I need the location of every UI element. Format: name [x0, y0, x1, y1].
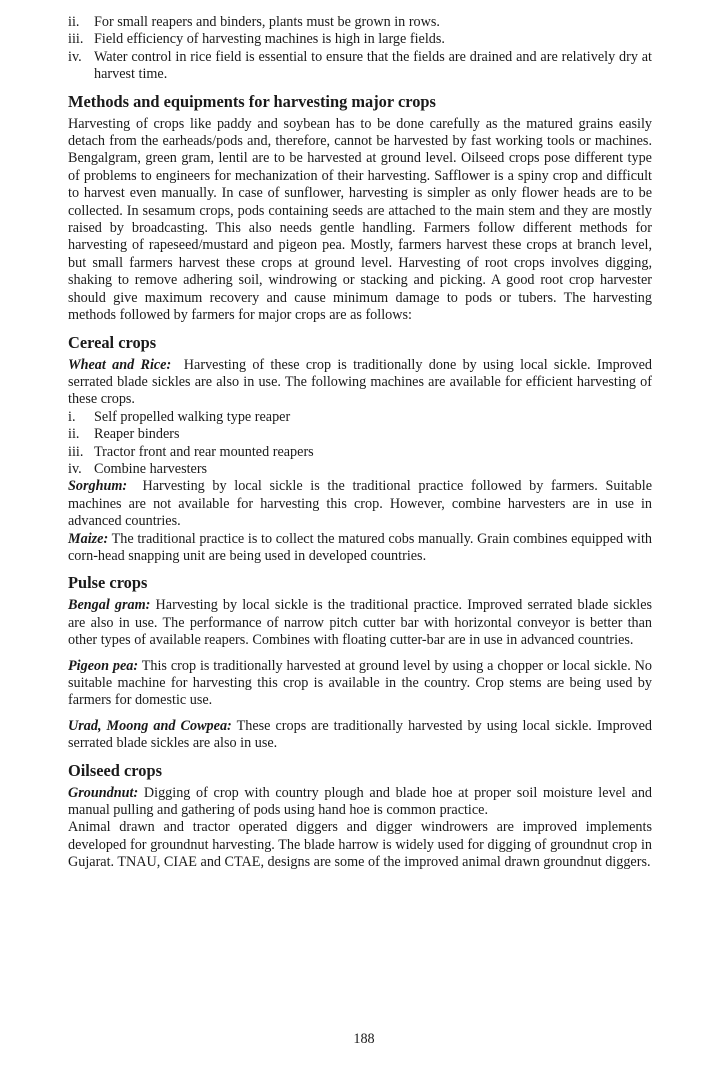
wheat-paragraph	[68, 357, 652, 409]
list-text: For small reapers and binders, plants must be grown in rows.	[94, 14, 440, 30]
cereal-section	[68, 333, 652, 566]
groundnut-paragraph	[68, 785, 652, 820]
groundnut-text: Digging of crop with country plough and blade hoe at proper soil moisture level and manual pulling and gathering of pods using hand hoe is common practice.	[68, 784, 653, 819]
wheat-lead: Wheat and Rice:	[68, 356, 172, 373]
oilseed-section	[68, 761, 652, 872]
list-item	[68, 14, 652, 31]
methods-paragraph: Harvesting of crops like paddy and soybean has to be done carefully as the matured grains easily detach from the earheads/pods and, therefore, cannot be harvested by fast working tools or machines. Bengalgram, green gram, lentil are to be harvested at ground level. Oilseed crops pose different type of problems to engineers for mechanization of their harvesting. Safflower is a spiny crop and difficult to harvest even manually. In case of sunflower, harvesting is simpler as only flower heads are to be collected. In sesamum crops, pods containing seeds are attached to the main stem and they are mostly raised by broadcasting. This also needs gentle handling. Farmers follow different methods for harvesting of rapeseed/mustard and pigeon pea. Mostly, farmers harvest these crops at branch level, but small farmers harvest these crops at ground level. Harvesting of root crops involves digging, shaking to remove adhering soil, windrowing or stacking and picking. A good root crop harvester should give maximum recovery and cause minimum damage to pods or tubers. The harvesting methods followed by farmers for major crops are as follows:	[68, 115, 652, 324]
list-number: i.	[68, 408, 76, 425]
bengal-lead: Bengal gram:	[68, 597, 151, 614]
list-number: iv.	[68, 48, 82, 65]
urad-paragraph	[68, 718, 652, 753]
list-number: ii.	[68, 14, 80, 30]
pigeon-text: This crop is traditionally harvested at ground level by using a chopper or local sickle. No suitable machine for harvesting this crop is available in the country. Crop stems are being used by farmers for domestic use.	[68, 657, 652, 709]
list-item	[68, 426, 652, 443]
list-text: Self propelled walking type reaper	[94, 408, 291, 425]
maize-paragraph	[68, 531, 652, 566]
pigeon-paragraph	[68, 658, 652, 710]
list-number: iii.	[68, 31, 84, 48]
page-number: 188	[353, 1031, 375, 1047]
list-item	[68, 461, 652, 478]
list-text: Reaper binders	[94, 426, 180, 443]
maize-text: The traditional practice is to collect the matured cobs manually. Grain combines equipped with corn-head snapping unit are being used in developed countries.	[68, 530, 652, 564]
sorghum-paragraph	[68, 478, 652, 530]
pulse-section	[68, 573, 652, 752]
list-number: ii.	[68, 426, 80, 443]
methods-heading: Methods and equipments for harvesting major crops	[68, 91, 436, 111]
list-number: iii.	[68, 443, 84, 460]
cereal-heading: Cereal crops	[68, 332, 157, 352]
sorghum-text: Harvesting by local sickle is the traditional practice followed by farmers. Suitable machines are not available for harvesting this crop. However, combine harvesters are in use in advanced countries.	[68, 478, 653, 530]
list-text: Water control in rice field is essential to ensure that the fields are drained and are relatively dry at harvest time.	[94, 48, 652, 83]
sorghum-lead: Sorghum:	[68, 478, 128, 495]
urad-text: These crops are traditionally harvested by using local sickle. Improved serrated blade sickles are also in use.	[68, 717, 652, 752]
methods-section	[68, 92, 652, 325]
page-content	[68, 14, 652, 880]
wheat-text: Harvesting of these crop is traditionally done by using local sickle. Improved serrated blade sickles are also in use. The following machines are available for efficient harvesting of these crops.	[68, 356, 653, 408]
list-number: iv.	[68, 460, 82, 477]
spacer	[68, 710, 652, 718]
spacer	[68, 650, 652, 658]
list-item	[68, 444, 652, 461]
animal-paragraph: Animal drawn and tractor operated diggers and digger windrowers are improved implements developed for groundnut harvesting. The blade harrow is widely used for digging of groundnut crop in Gujarat. TNAU, CIAE and CTAE, designs are some of the improved animal drawn groundnut diggers.	[68, 819, 652, 871]
bengal-paragraph	[68, 597, 652, 649]
list-item	[68, 31, 652, 48]
top-list	[68, 14, 652, 84]
list-text: Combine harvesters	[94, 460, 208, 477]
list-item	[68, 409, 652, 426]
pulse-heading: Pulse crops	[68, 573, 148, 593]
oilseed-heading: Oilseed crops	[68, 760, 162, 780]
urad-lead: Urad, Moong and Cowpea:	[68, 717, 232, 734]
list-text: Field efficiency of harvesting machines is high in large fields.	[94, 31, 445, 48]
pigeon-lead: Pigeon pea:	[68, 657, 139, 674]
list-item	[68, 49, 652, 84]
groundnut-lead: Groundnut:	[68, 784, 139, 801]
bengal-text: Harvesting by local sickle is the traditional practice. Improved serrated blade sickles are also in use. The performance of narrow pitch cutter bar with horizontal conveyor is better than other types of available reapers. Combines with floating cutter-bar are in use in advanced countries.	[68, 597, 653, 649]
list-text: Tractor front and rear mounted reapers	[94, 443, 314, 460]
maize-lead: Maize:	[68, 530, 109, 547]
